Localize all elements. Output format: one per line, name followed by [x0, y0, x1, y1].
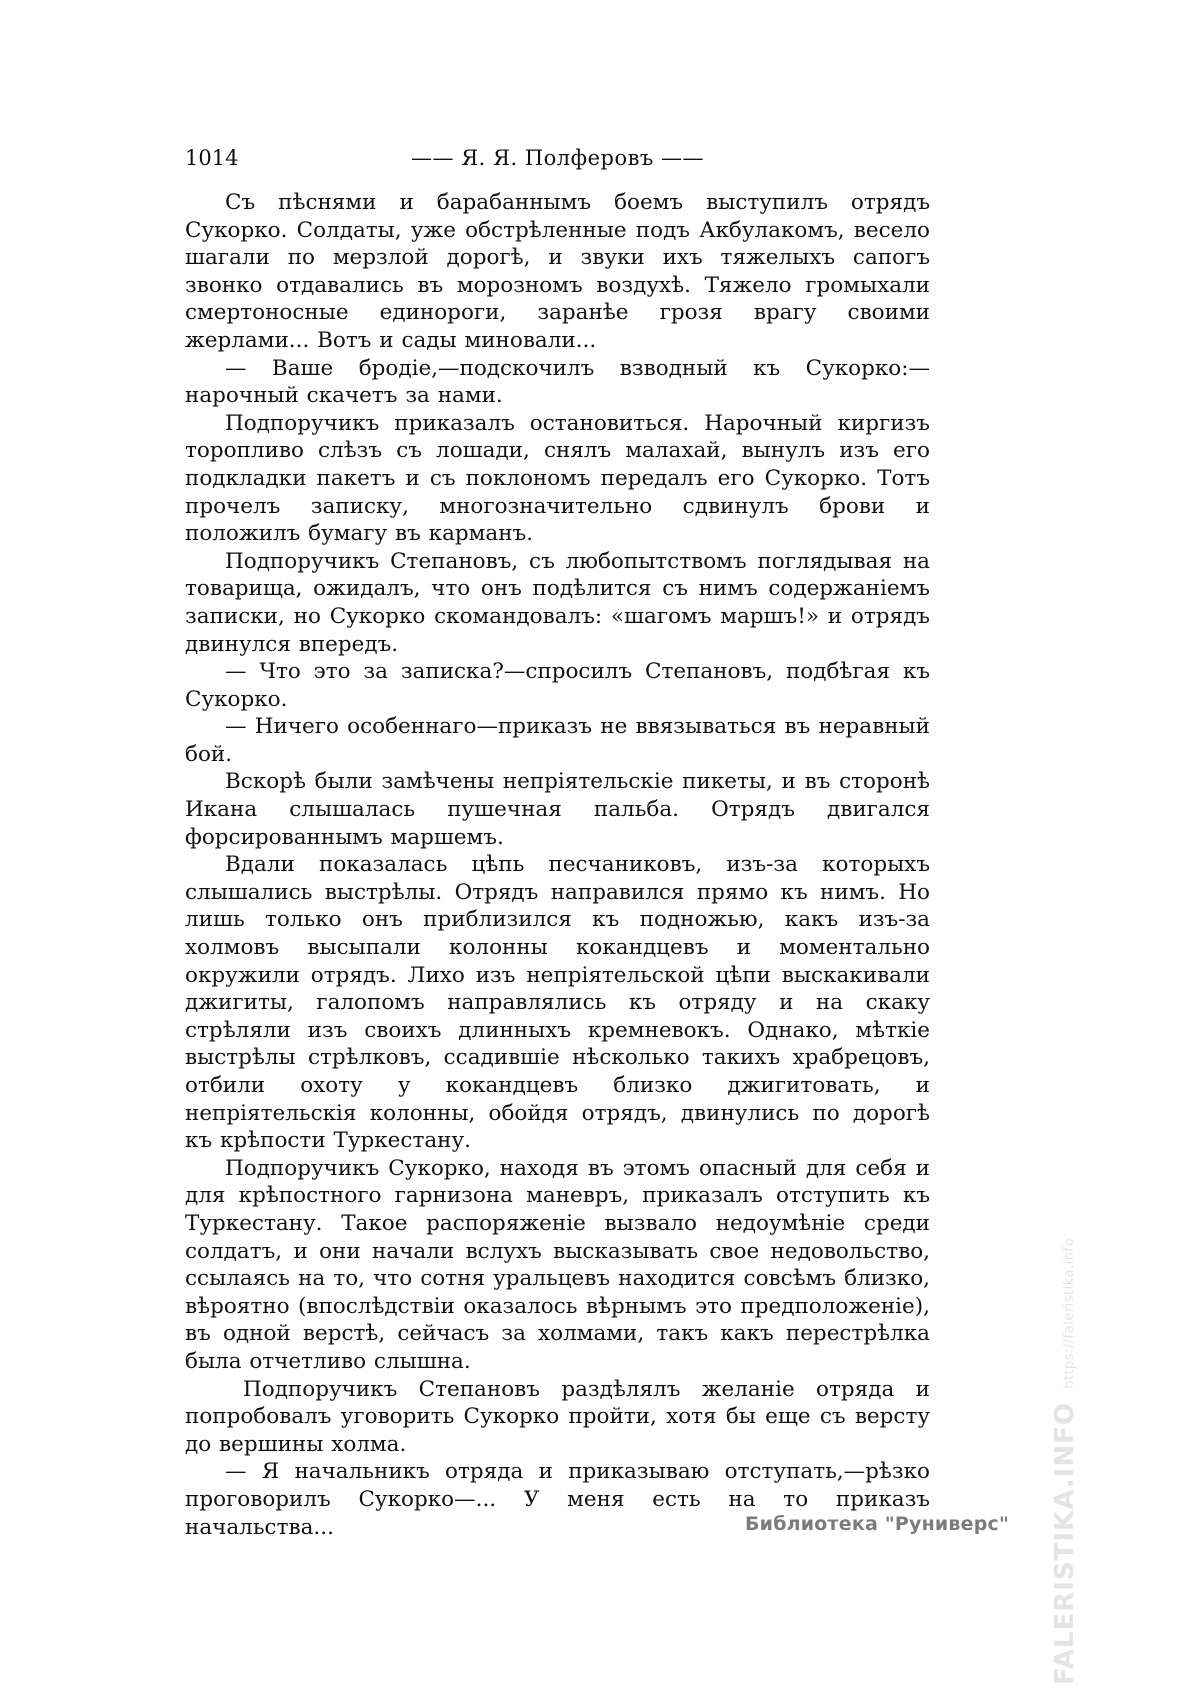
paragraph: — Что это за записка?—спросилъ Степановъ, подбѣгая къ Сукорко.	[185, 659, 930, 712]
paragraph: Подпоручикъ Сукорко, находя въ этомъ опасный для себя и для крѣпостного гарнизона маневръ, приказалъ отступить къ Туркестану. Такое распоряженіе вызвало недоумѣніе среди солдатъ, и они начали вслухъ высказывать свое недовольство, ссылаясь на то, что сотня уральцевъ находится совсѣмъ близко, вѣроятно (впослѣдствіи оказалось вѣрнымъ это предположеніе), въ одной верстѣ, сейчасъ за холмами, такъ какъ перестрѣлка была отчетливо слышна.	[185, 1155, 930, 1374]
page-number: 1014	[185, 146, 239, 170]
site-watermark	[1050, 1238, 1080, 1685]
paragraph: — Ничего особеннаго—приказъ не ввязываться въ неравный бой.	[185, 714, 930, 767]
library-watermark: Библиотека "Руниверс"	[745, 1513, 1010, 1535]
paragraph: — Я начальникъ отряда и приказываю отступать,—рѣзко проговорилъ Сукорко—... У меня есть на то приказъ начальства...	[185, 1459, 930, 1540]
paragraph: Вдали показалась цѣпь песчаниковъ, изъ-за которыхъ слышались выстрѣлы. Отрядъ направился прямо къ нимъ. Но лишь только онъ приблизился къ подножью, какъ изъ-за холмовъ высыпали колонны кокандцевъ и моментально окружили отрядъ. Лихо изъ непріятельской цѣпи выскакивали джигиты, галопомъ направлялись къ отряду и на скаку стрѣляли изъ своихъ длинныхъ кремневокъ. Однако, мѣткіе выстрѣлы стрѣлковъ, ссадившіе нѣсколько такихъ храбрецовъ, отбили охоту у кокандцевъ близко джигитовать, и непріятельскія колонны, обойдя отрядъ, двинулись по дорогѣ къ крѣпости Туркестану.	[185, 852, 930, 1154]
paragraph: Вскорѣ были замѣчены непріятельскіе пикеты, и въ сторонѣ Икана слышалась пушечная пальба. Отрядъ двигался форсированнымъ маршемъ.	[185, 769, 930, 850]
paragraph: Подпоручикъ приказалъ остановиться. Нарочный киргизъ торопливо слѣзъ съ лошади, снялъ малахай, вынулъ изъ его подкладки пакетъ и съ поклономъ передалъ его Сукорко. Тотъ прочелъ записку, многозначительно сдвинулъ брови и положилъ бумагу въ карманъ.	[185, 410, 930, 547]
site-watermark-url: https://faleristika.info	[1062, 1237, 1077, 1389]
body-text	[185, 189, 930, 1541]
paragraph: — Ваше бродіе,—подскочилъ взводный къ Сукорко:— нарочный скачетъ за нами.	[185, 355, 930, 409]
paragraph: Съ пѣснями и барабаннымъ боемъ выступилъ отрядъ Сукорко. Солдаты, уже обстрѣленные подъ Акбулакомъ, весело шагали по мерзлой дорогѣ, и звуки ихъ тяжелыхъ сапогъ звонко отдавались въ морозномъ воздухѣ. Тяжело громыхали смертоносные единороги, заранѣе грозя врагу своими жерлами... Вотъ и сады миновали...	[185, 190, 930, 353]
page-header	[185, 146, 930, 178]
paragraph: Подпоручикъ Степановъ раздѣлялъ желаніе отряда и попробовалъ уговорить Сукорко пройти, хотя бы еще съ версту до вершины холма.	[185, 1376, 930, 1457]
paragraph: Подпоручикъ Степановъ, съ любопытствомъ поглядывая на товарища, ожидалъ, что онъ подѣлится съ нимъ содержаніемъ записки, но Сукорко скомандовалъ: «шагомъ маршъ!» и отрядъ двинулся впередъ.	[185, 548, 930, 657]
site-watermark-brand: FALERISTIKA.INFO	[1050, 1402, 1080, 1685]
running-head: —— Я. Я. Полферовъ ——	[411, 146, 704, 170]
